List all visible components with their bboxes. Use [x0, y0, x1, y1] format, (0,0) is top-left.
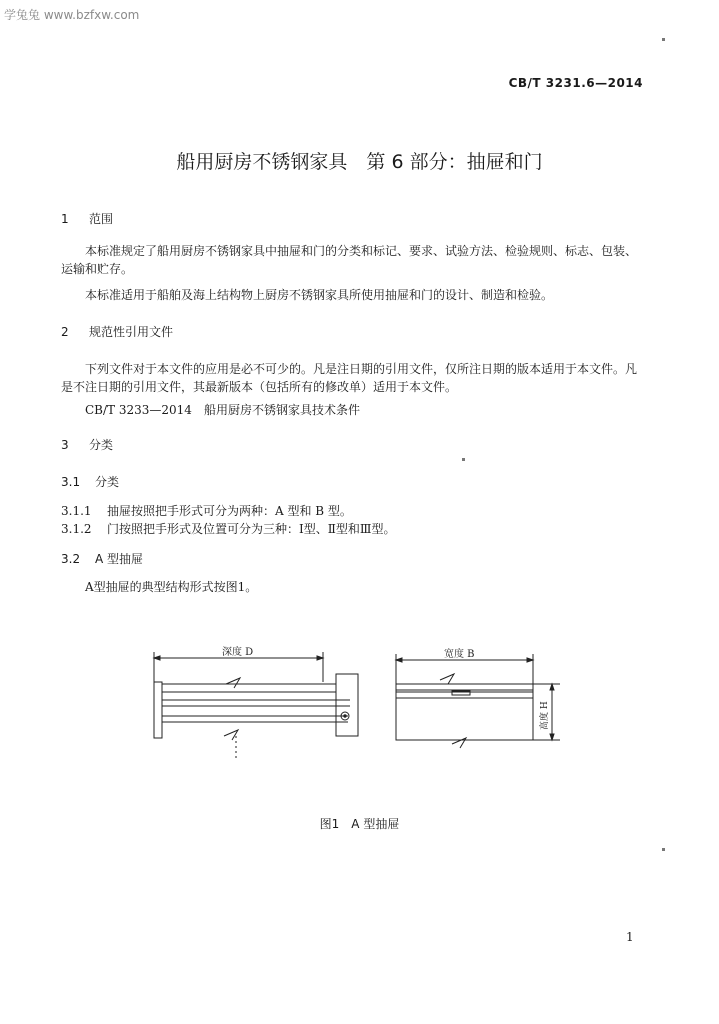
section-1-paragraph-1: 本标准规定了船用厨房不锈钢家具中抽屉和门的分类和标记、要求、试验方法、检验规则、标志、包装、运输和贮存。 [61, 244, 638, 276]
subsection-title: 分类 [95, 475, 120, 489]
drawer-back-panel [336, 674, 358, 736]
break-mark [224, 730, 238, 740]
section-title: 规范性引用文件 [89, 325, 174, 339]
depth-label: 深度 D [222, 647, 254, 658]
clause-text: 门按照把手形式及位置可分为三种：Ⅰ型、Ⅱ型和Ⅲ型。 [107, 522, 396, 536]
subsection-3-1-heading [61, 473, 119, 490]
subsection-title: A 型抽屉 [95, 552, 144, 566]
height-label: 高度 H [540, 701, 550, 730]
subsection-number: 3.2 [61, 552, 81, 566]
subsection-3-2-heading [61, 550, 143, 567]
clause-number: 3.1.2 [61, 522, 92, 536]
section-2-paragraph-1: 下列文件对于本文件的应用是必不可少的。凡是注日期的引用文件，仅所注日期的版本适用于本文件。凡是不注日期的引用文件，其最新版本（包括所有的修改单）适用于本文件。 [61, 362, 638, 394]
clause-text: 抽屉按照把手形式可分为两种：A 型和 B 型。 [107, 504, 352, 518]
scan-mark [462, 458, 465, 461]
page-number: 1 [626, 930, 634, 944]
drawer-front-panel [154, 682, 162, 738]
standard-code: CB/T 3231.6—2014 [508, 76, 643, 90]
clause-3-1-2 [61, 520, 395, 538]
section-3-heading [61, 436, 113, 453]
section-number: 2 [61, 325, 69, 339]
width-label: 宽度 B [444, 649, 475, 660]
subsection-number: 3.1 [61, 475, 81, 489]
clause-number: 3.1.1 [61, 504, 92, 518]
scan-mark [662, 38, 665, 41]
scan-mark [662, 848, 665, 851]
section-number: 1 [61, 212, 69, 226]
section-title: 分类 [89, 438, 114, 452]
section-title: 范围 [89, 212, 114, 226]
section-1-heading [61, 210, 113, 227]
clause-3-1-1 [61, 502, 352, 520]
break-mark [226, 678, 240, 688]
section-number: 3 [61, 438, 69, 452]
section-2-heading [61, 323, 173, 340]
section-1-paragraph-2: 本标准适用于船舶及海上结构物上厨房不锈钢家具所使用抽屉和门的设计、制造和检验。 [85, 288, 554, 302]
subsection-3-2-text: A型抽屉的典型结构形式按图1。 [85, 580, 258, 594]
figure-caption: 图1 A 型抽屉 [319, 817, 400, 831]
drawer-figure [140, 640, 570, 780]
break-mark [440, 674, 454, 684]
normative-reference: CB/T 3233—2014 船用厨房不锈钢家具技术条件 [85, 403, 360, 417]
document-title: 船用厨房不锈钢家具 第 6 部分：抽屉和门 [176, 151, 543, 173]
watermark-text: 学兔兔 www.bzfxw.com [4, 8, 140, 22]
